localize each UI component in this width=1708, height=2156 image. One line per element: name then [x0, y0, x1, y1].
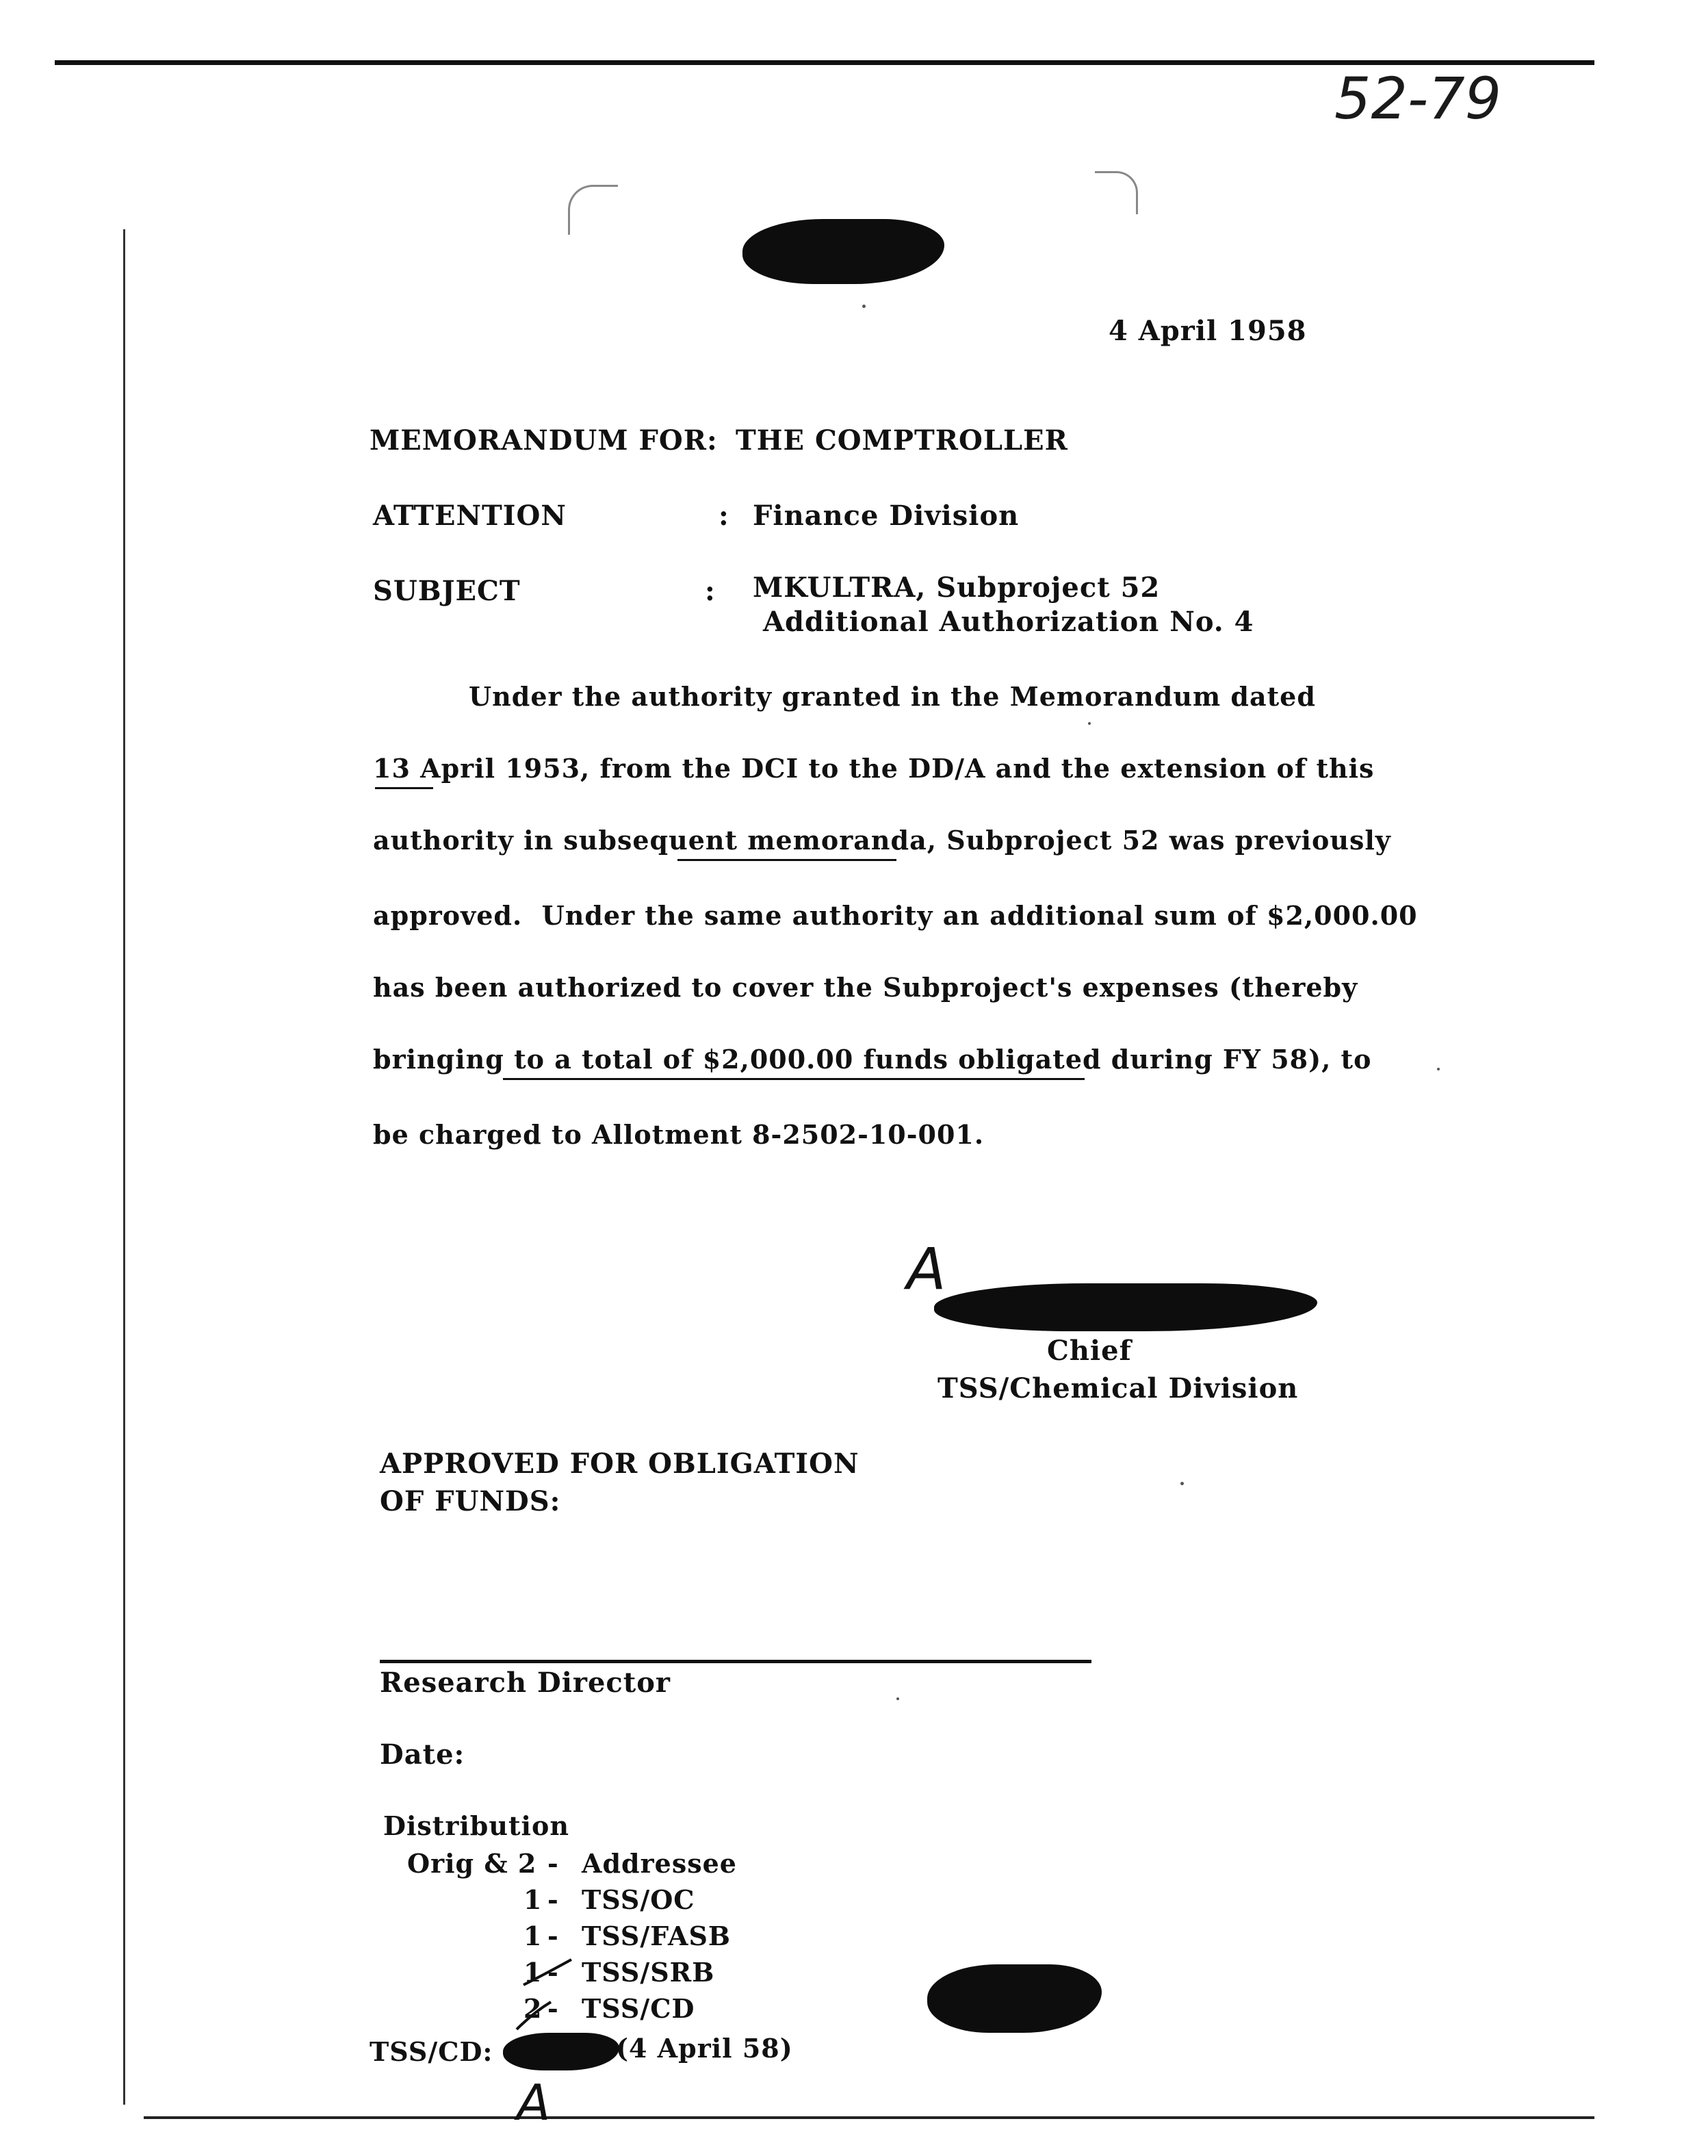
distribution-recipient: TSS/FASB: [582, 1921, 732, 1951]
memo-for-label: MEMORANDUM FOR:: [370, 424, 718, 457]
body-line: authority in subsequent memoranda, Subproject 52 was previously: [373, 825, 1391, 856]
body-line: approved. Under the same authority an additional sum of $2,000.00: [373, 900, 1418, 931]
document-number: 52-79: [1334, 65, 1502, 132]
distribution-count: Orig & 2: [407, 1848, 537, 1879]
approval-date-label: Date:: [380, 1738, 465, 1771]
distribution-recipient: TSS/CD: [582, 1993, 695, 2024]
approval-line-1: APPROVED FOR OBLIGATION: [380, 1448, 859, 1480]
underline-mark: [677, 859, 896, 861]
left-margin-line: [123, 229, 125, 2105]
distribution-recipient: TSS/OC: [582, 1884, 695, 1915]
underline-mark: [503, 1078, 1085, 1080]
check-mark-icon: [510, 1954, 660, 2036]
body-line: bringing to a total of $2,000.00 funds obligated during FY 58), to: [373, 1044, 1372, 1075]
attention-value: Finance Division: [753, 500, 1020, 532]
stray-arc-right: [1095, 171, 1138, 214]
stray-arc-left: [568, 185, 618, 235]
distribution-dash: -: [547, 1957, 559, 1988]
distribution-dash: -: [547, 1921, 559, 1951]
body-line: 13 April 1953, from the DCI to the DD/A and the extension of this: [373, 753, 1375, 784]
speck: [896, 1697, 899, 1700]
approval-signature-line: [380, 1660, 1091, 1663]
speck: [1437, 1068, 1440, 1070]
attention-sep: :: [719, 500, 729, 532]
body-line: be charged to Allotment 8-2502-10-001.: [373, 1119, 985, 1150]
signature-title: Chief: [1047, 1335, 1132, 1367]
memo-for-value: THE COMPTROLLER: [736, 424, 1068, 457]
subject-line-1: MKULTRA, Subproject 52: [753, 572, 1161, 604]
memo-date: 4 April 1958: [1109, 315, 1307, 347]
approval-line-2: OF FUNDS:: [380, 1485, 561, 1517]
subject-line-2: Additional Authorization No. 4: [763, 606, 1254, 638]
distribution-count: 1: [523, 1957, 543, 1988]
originator-prefix: TSS/CD:: [370, 2036, 493, 2067]
redaction-bottom: [927, 1964, 1102, 2033]
bottom-rule: [144, 2116, 1594, 2119]
distribution-recipient: TSS/SRB: [582, 1957, 715, 1988]
speck: [862, 305, 866, 308]
underline-mark: [375, 787, 433, 789]
distribution-dash: -: [547, 1848, 559, 1879]
top-rule: [55, 60, 1594, 65]
body-line: has been authorized to cover the Subproject's expenses (thereby: [373, 972, 1358, 1003]
distribution-heading: Distribution: [383, 1810, 569, 1841]
subject-label: SUBJECT: [373, 575, 521, 607]
distribution-count: 2: [523, 1993, 543, 2024]
distribution-recipient: Addressee: [582, 1848, 737, 1879]
signature-division: TSS/Chemical Division: [937, 1372, 1299, 1404]
originator-initial: A: [517, 2074, 551, 2131]
distribution-dash: -: [547, 1884, 559, 1915]
redaction-originator: [503, 2033, 619, 2070]
originator-suffix: (4 April 58): [616, 2033, 793, 2064]
redaction-signature: [934, 1283, 1317, 1331]
attention-label: ATTENTION: [373, 500, 567, 532]
distribution-count: 1: [523, 1921, 543, 1951]
speck: [1088, 722, 1091, 725]
subject-sep: :: [705, 575, 716, 607]
signature-initial: A: [907, 1235, 946, 1302]
distribution-count: 1: [523, 1884, 543, 1915]
distribution-dash: -: [547, 1993, 559, 2024]
redaction-top: [742, 219, 944, 284]
speck: [1180, 1482, 1184, 1485]
approval-signer: Research Director: [380, 1667, 671, 1699]
body-line: Under the authority granted in the Memorandum dated: [469, 681, 1316, 712]
